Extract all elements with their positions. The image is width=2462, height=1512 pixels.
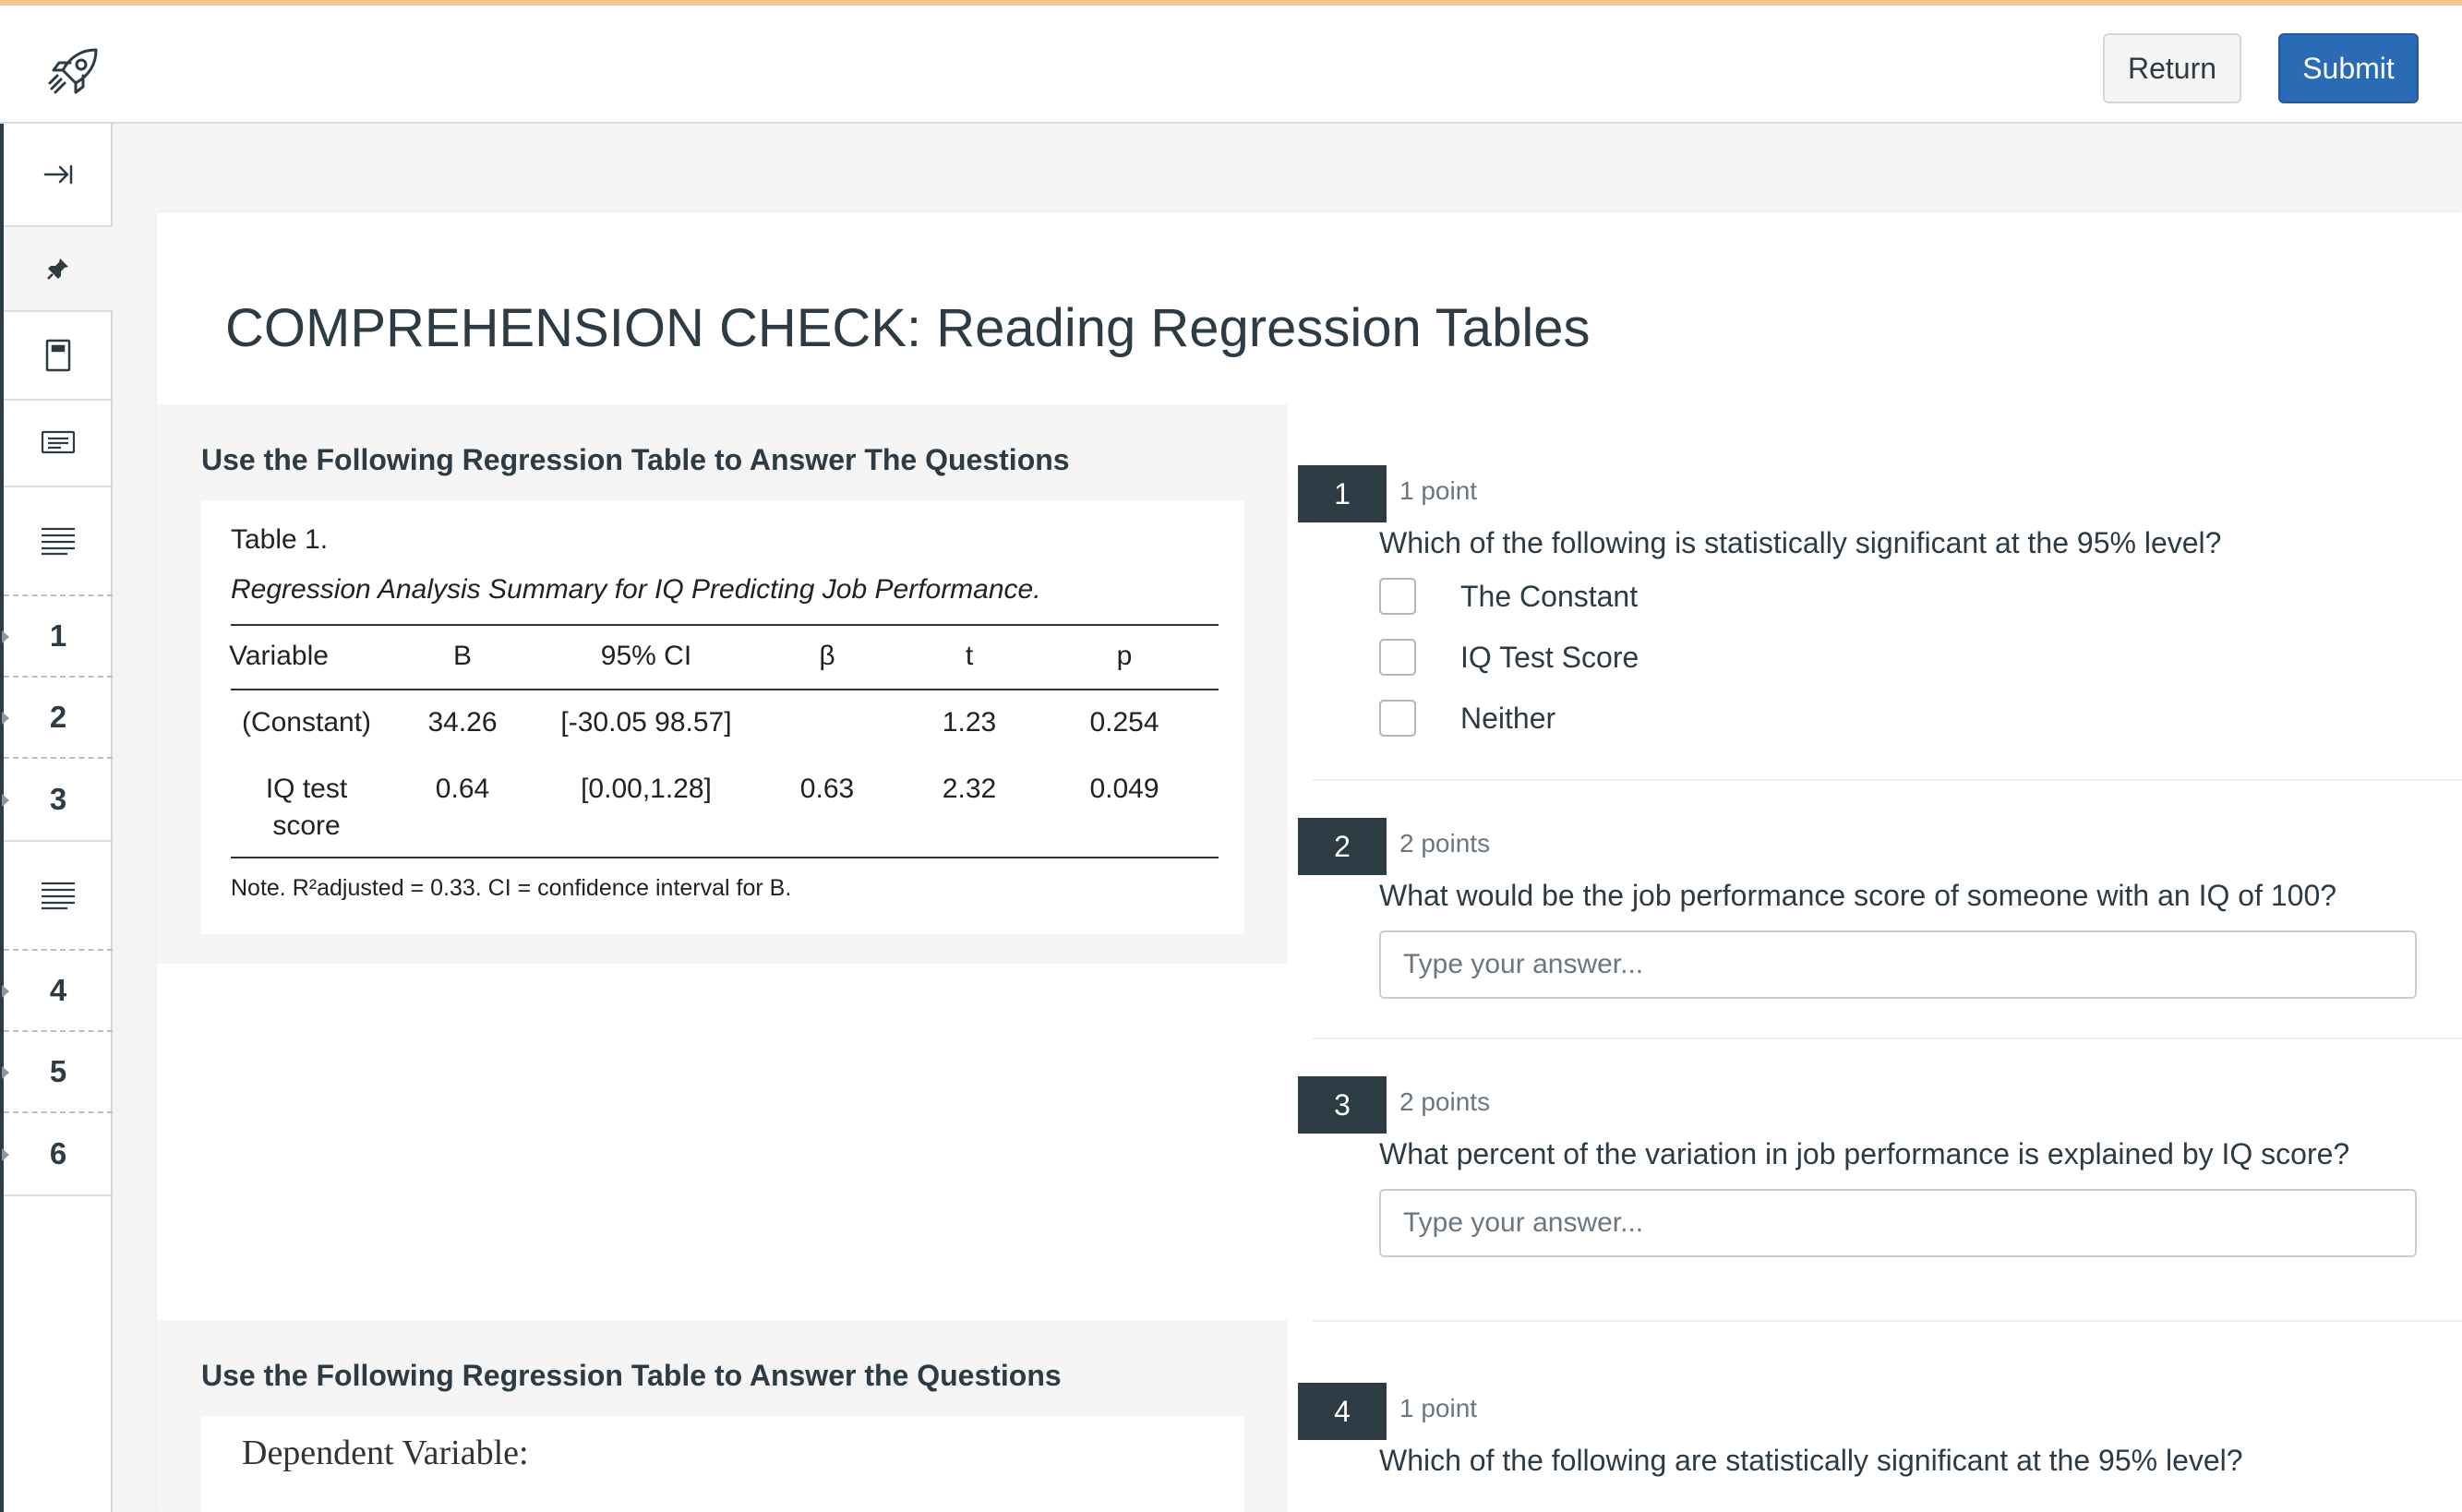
question-text: What would be the job performance score of someone with an IQ of 100? xyxy=(1379,879,2337,912)
stimulus-2-button[interactable] xyxy=(4,842,113,951)
table-cell: score xyxy=(272,810,341,841)
answer-option[interactable] xyxy=(1379,698,1555,738)
option-label: The Constant xyxy=(1460,579,1639,613)
question-points: 1 point xyxy=(1399,476,1478,505)
dependent-variable-label: Dependent Variable: xyxy=(242,1434,529,1472)
sidebar-question-5[interactable] xyxy=(4,1032,113,1113)
table-header-b: B xyxy=(452,641,473,671)
table-cell: (Constant) xyxy=(241,707,372,738)
table-header-rule xyxy=(231,689,1219,690)
question-divider xyxy=(1313,1038,2462,1039)
sidebar-question-number: 2 xyxy=(49,700,67,734)
question-points: 1 point xyxy=(1399,1394,1478,1422)
table-cell: 0.049 xyxy=(1089,774,1159,804)
bookmark-button[interactable] xyxy=(4,312,113,401)
sidebar-question-4[interactable] xyxy=(4,951,113,1032)
table-bottom-rule xyxy=(231,857,1219,858)
pinned-questions-button[interactable] xyxy=(4,227,113,312)
submit-button[interactable]: Submit xyxy=(2278,33,2419,103)
collapse-sidebar-button[interactable] xyxy=(4,124,113,227)
question-points: 2 points xyxy=(1399,1087,1491,1116)
stimulus-text-icon xyxy=(40,526,77,556)
quiz-header xyxy=(0,6,2462,124)
sidebar-question-number: 1 xyxy=(49,618,67,653)
instructions-button[interactable] xyxy=(4,401,113,487)
sidebar-question-2[interactable] xyxy=(4,678,113,759)
table-header-beta: β xyxy=(819,641,835,671)
stimulus-heading: Use the Following Regression Table to Answer The Questions xyxy=(201,443,1070,476)
sidebar-question-6[interactable] xyxy=(4,1113,113,1196)
expand-arrow-icon xyxy=(2,1148,9,1161)
question-4 xyxy=(1298,1383,2462,1512)
answer-option[interactable] xyxy=(1379,637,1639,678)
option-label: Neither xyxy=(1460,701,1556,735)
sidebar-question-number: 4 xyxy=(49,973,67,1007)
table-header-ci: 95% CI xyxy=(600,641,692,671)
quiz-content-card xyxy=(157,212,2462,1512)
bookmark-icon xyxy=(44,338,72,373)
table-cell: 0.254 xyxy=(1089,707,1159,738)
table-header-t: t xyxy=(965,641,974,671)
table-header-variable: Variable xyxy=(229,641,329,671)
question-1 xyxy=(1298,465,2462,733)
return-button[interactable]: Return xyxy=(2103,33,2241,103)
expand-arrow-icon xyxy=(2,794,9,807)
sidebar-question-3[interactable] xyxy=(4,759,113,842)
option-label: IQ Test Score xyxy=(1460,640,1639,674)
table-cell: [0.00,1.28] xyxy=(581,774,712,804)
expand-arrow-icon xyxy=(2,712,9,725)
stimulus-1-button[interactable] xyxy=(4,487,113,596)
table-cell: 0.64 xyxy=(435,774,490,804)
instructions-icon xyxy=(41,430,76,456)
stimulus-panel-1 xyxy=(157,404,1288,964)
question-number: 3 xyxy=(1298,1076,1387,1134)
collapse-arrow-icon xyxy=(42,163,75,186)
checkbox[interactable] xyxy=(1379,578,1416,615)
checkbox[interactable] xyxy=(1379,639,1416,676)
table-top-rule xyxy=(231,624,1219,626)
stimulus-text-icon xyxy=(40,881,77,910)
question-text: Which of the following are statistically significant at the 95% level? xyxy=(1379,1444,2243,1477)
question-number: 2 xyxy=(1298,818,1387,875)
table-label: Table 1. xyxy=(231,524,329,555)
answer-option[interactable] xyxy=(1379,576,1638,617)
question-points: 2 points xyxy=(1399,829,1491,858)
page-title: COMPREHENSION CHECK: Reading Regression Tables xyxy=(225,298,1591,358)
table-cell: [-30.05 98.57] xyxy=(560,707,732,738)
table-header-p: p xyxy=(1116,641,1133,671)
question-navigator-sidebar xyxy=(0,124,113,1512)
question-number: 4 xyxy=(1298,1383,1387,1440)
expand-arrow-icon xyxy=(2,985,9,998)
table-note: Note. R²adjusted = 0.33. CI = confidence interval for B. xyxy=(231,875,792,901)
question-text: Which of the following is statistically significant at the 95% level? xyxy=(1379,526,2222,559)
question-2 xyxy=(1298,818,2462,1002)
table-cell: 2.32 xyxy=(942,774,997,804)
answer-input[interactable] xyxy=(1379,930,2417,999)
stimulus-panel-2 xyxy=(157,1320,1288,1512)
question-3 xyxy=(1298,1076,2462,1261)
table-cell: 0.63 xyxy=(799,774,855,804)
question-number: 1 xyxy=(1298,465,1387,522)
question-text: What percent of the variation in job performance is explained by IQ score? xyxy=(1379,1137,2350,1170)
rocket-icon xyxy=(44,42,103,102)
sidebar-question-number: 3 xyxy=(49,782,67,816)
table-caption: Regression Analysis Summary for IQ Predicting Job Performance. xyxy=(231,574,1041,605)
expand-arrow-icon xyxy=(2,630,9,643)
checkbox[interactable] xyxy=(1379,700,1416,737)
sidebar-question-number: 5 xyxy=(49,1054,67,1088)
answer-input[interactable] xyxy=(1379,1189,2417,1257)
regression-table-image xyxy=(201,500,1244,934)
stimulus-heading: Use the Following Regression Table to Answer the Questions xyxy=(201,1359,1062,1392)
pin-icon xyxy=(45,256,71,282)
question-divider xyxy=(1313,1320,2462,1322)
table-cell: 34.26 xyxy=(427,707,498,738)
sidebar-question-number: 6 xyxy=(49,1136,67,1170)
sidebar-question-1[interactable] xyxy=(4,596,113,678)
table-cell: 1.23 xyxy=(942,707,997,738)
table-cell: IQ test xyxy=(265,774,348,804)
question-divider xyxy=(1313,779,2462,781)
expand-arrow-icon xyxy=(2,1066,9,1079)
regression-table-image xyxy=(201,1416,1244,1512)
